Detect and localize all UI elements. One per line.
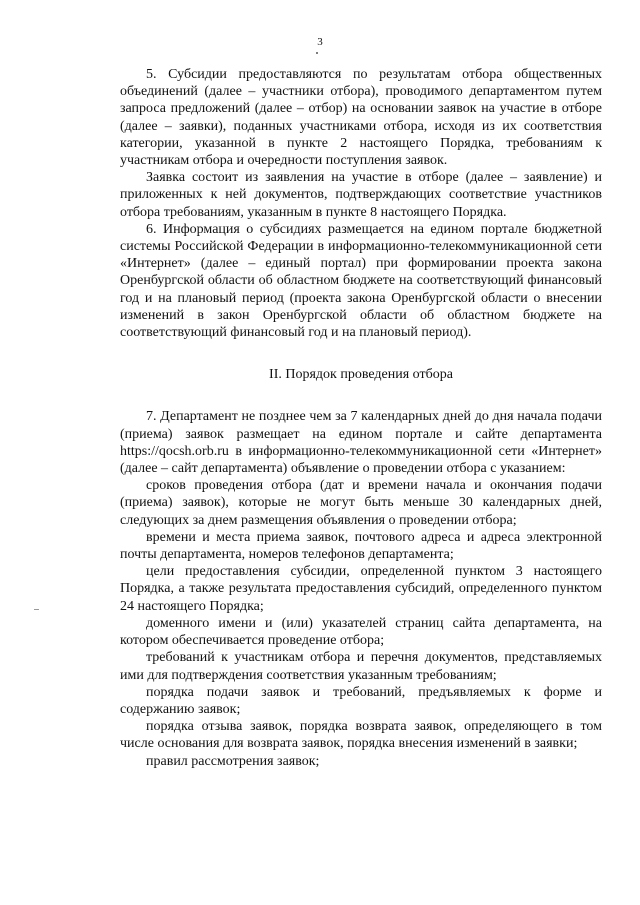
list-item: правил рассмотрения заявок; xyxy=(146,753,320,769)
paragraph-application-contents: Заявка состоит из заявления на участие в отборе (далее – заявление) и приложенных к ней документов, подтверждающих соответствие участников отбора требованиям, указанным в пункте 8 настоящего Порядка. xyxy=(120,170,602,220)
margin-mark xyxy=(34,609,39,610)
scan-speck xyxy=(316,52,318,54)
list-item: требований к участникам отбора и перечня документов, представляемых ими для подтверждения соответствия указанным требованиям; xyxy=(120,650,602,683)
document-body xyxy=(120,66,602,770)
page-number: 3 xyxy=(317,36,323,48)
list-item: порядка подачи заявок и требований, предъявляемых к форме и содержанию заявок; xyxy=(120,684,602,717)
list-item: времени и места приема заявок, почтового адреса и адреса электронной почты департамента, номеров телефонов департамента; xyxy=(120,529,602,563)
paragraph-6: 6. Информация о субсидиях размещается на едином портале бюджетной системы Российской Федерации в информационно-телекоммуникационной сети «Интернет» (далее – единый портал) при формировании проекта закона Оренбургской области об областном бюджете на соответствующий финансовый год и на плановый период (проекта закона Оренбургской области о внесении изменений в закон Оренбургской области об областном бюджете на соответствующий финансовый год и на плановый период). xyxy=(120,221,602,341)
paragraph-5: 5. Субсидии предоставляются по результатам отбора общественных объединений (далее – участники отбора), проводимого департаментом путем запроса предложений (далее – отбор) на основании заявок на участие в отборе (далее – заявки), поданных участниками отбора, исходя из их соответствия категории, указанной в пункте 2 настоящего Порядка, требованиям к участникам отбора и очередности поступления заявок. xyxy=(120,67,602,169)
section-heading: II. Порядок проведения отбора xyxy=(269,367,453,383)
paragraph-7: 7. Департамент не позднее чем за 7 календарных дней до дня начала подачи (приема) заявок размещает на едином портале и сайте департамента https://qocsh.orb.ru в информационно-телекоммуникационной сети «Интернет» (далее – сайт департамента) объявление о проведении отбора с указанием: xyxy=(120,409,602,477)
list-item: доменного имени и (или) указателей страниц сайта департамента, на котором обеспечивается проведение отбора; xyxy=(120,615,602,649)
list-item: сроков проведения отбора (дат и времени начала и окончания подачи (приема) заявок), которые не могут быть меньше 30 календарных дней, следующих за днем размещения объявления о проведении отбора; xyxy=(120,478,602,528)
list-item: цели предоставления субсидии, определенной пунктом 3 настоящего Порядка, а также результата предоставления субсидий, определенного пунктом 24 настоящего Порядка; xyxy=(120,564,602,614)
list-item: порядка отзыва заявок, порядка возврата заявок, определяющего в том числе основания для возврата заявок, порядка внесения изменений в заявки; xyxy=(120,719,602,752)
